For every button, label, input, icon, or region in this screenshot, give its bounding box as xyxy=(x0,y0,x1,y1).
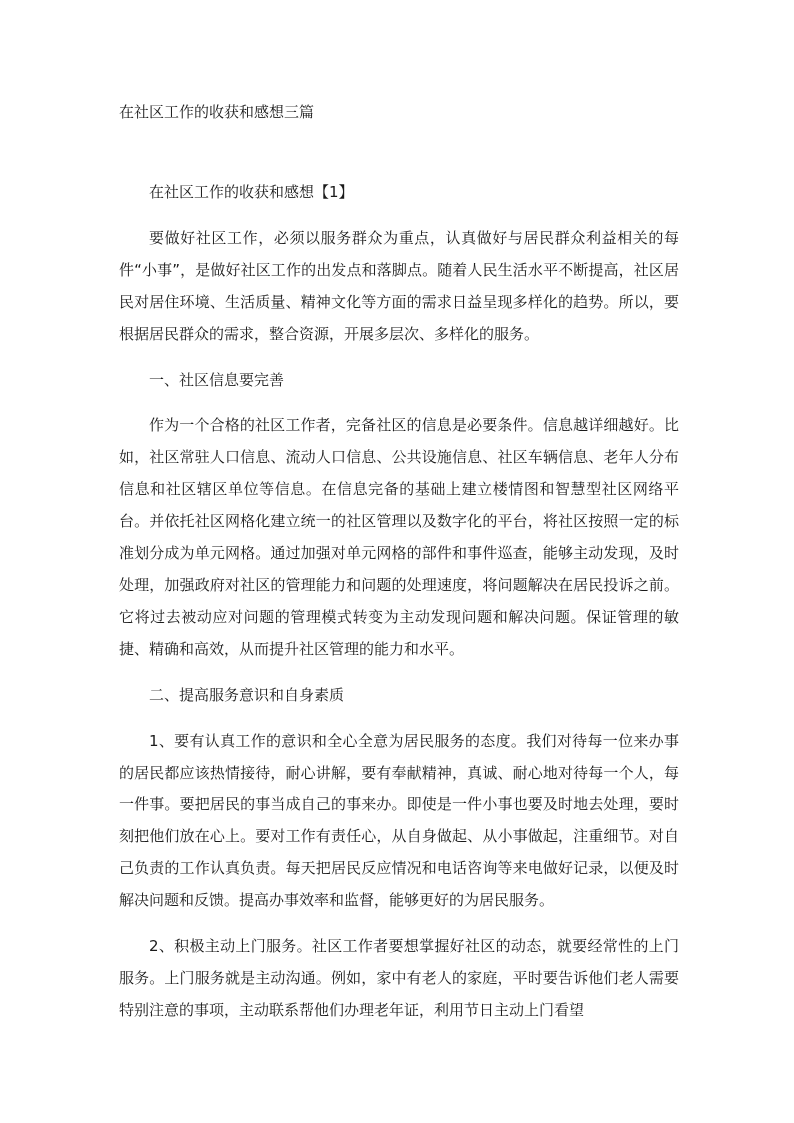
heading-service-awareness: 二、提高服务意识和自身素质 xyxy=(149,685,345,704)
document-title: 在社区工作的收获和感想三篇 xyxy=(119,103,315,121)
paragraph-door-to-door-service: 2、积极主动上门服务。社区工作者要想掌握好社区的动态，就要经常性的上门服务。上门服务就是主动沟通。例如，家中有老人的家庭，平时要告诉他们老人需要特别注意的事项，主动联系帮他们办理老年证，利用节日主动上门看望 xyxy=(119,937,679,1019)
document-body xyxy=(119,177,679,1041)
paragraph-service-attitude: 1、要有认真工作的意识和全心全意为居民服务的态度。我们对待每一位来办事的居民都应该热情接待，耐心讲解，要有奉献精神，真诚、耐心地对待每一个人，每一件事。要把居民的事当成自己的事来办。即使是一件小事也要及时地去处理，要时刻把他们放在心上。要对工作有责任心，从自身做起、从小事做起，注重细节。对自己负责的工作认真负责。每天把居民反应情况和电话咨询等来电做好记录，以便及时解决问题和反馈。提高办事效率和监督，能够更好的为居民服务。 xyxy=(119,731,679,910)
paragraph-intro: 要做好社区工作，必须以服务群众为重点，认真做好与居民群众利益相关的每件“小事”，是做好社区工作的出发点和落脚点。随着人民生活水平不断提高，社区居民对居住环境、生活质量、精神文化等方面的需求日益呈现多样化的趋势。所以，要根据居民群众的需求，整合资源，开展多层次、多样化的服务。 xyxy=(119,228,679,343)
heading-community-information: 一、社区信息要完善 xyxy=(149,370,285,389)
paragraph-community-information: 作为一个合格的社区工作者，完备社区的信息是必要条件。信息越详细越好。比如，社区常驻人口信息、流动人口信息、公共设施信息、社区车辆信息、老年人分布信息和社区辖区单位等信息。在信息完备的基础上建立楼情图和智慧型社区网络平台。并依托社区网格化建立统一的社区管理以及数字化的平台，将社区按照一定的标准划分成为单元网格。通过加强对单元网格的部件和事件巡查，能够主动发现，及时处理，加强政府对社区的管理能力和问题的处理速度，将问题解决在居民投诉之前。它将过去被动应对问题的管理模式转变为主动发现问题和解决问题。保证管理的敏捷、精确和高效，从而提升社区管理的能力和水平。 xyxy=(119,416,679,658)
section-title: 在社区工作的收获和感想【1】 xyxy=(149,183,354,201)
